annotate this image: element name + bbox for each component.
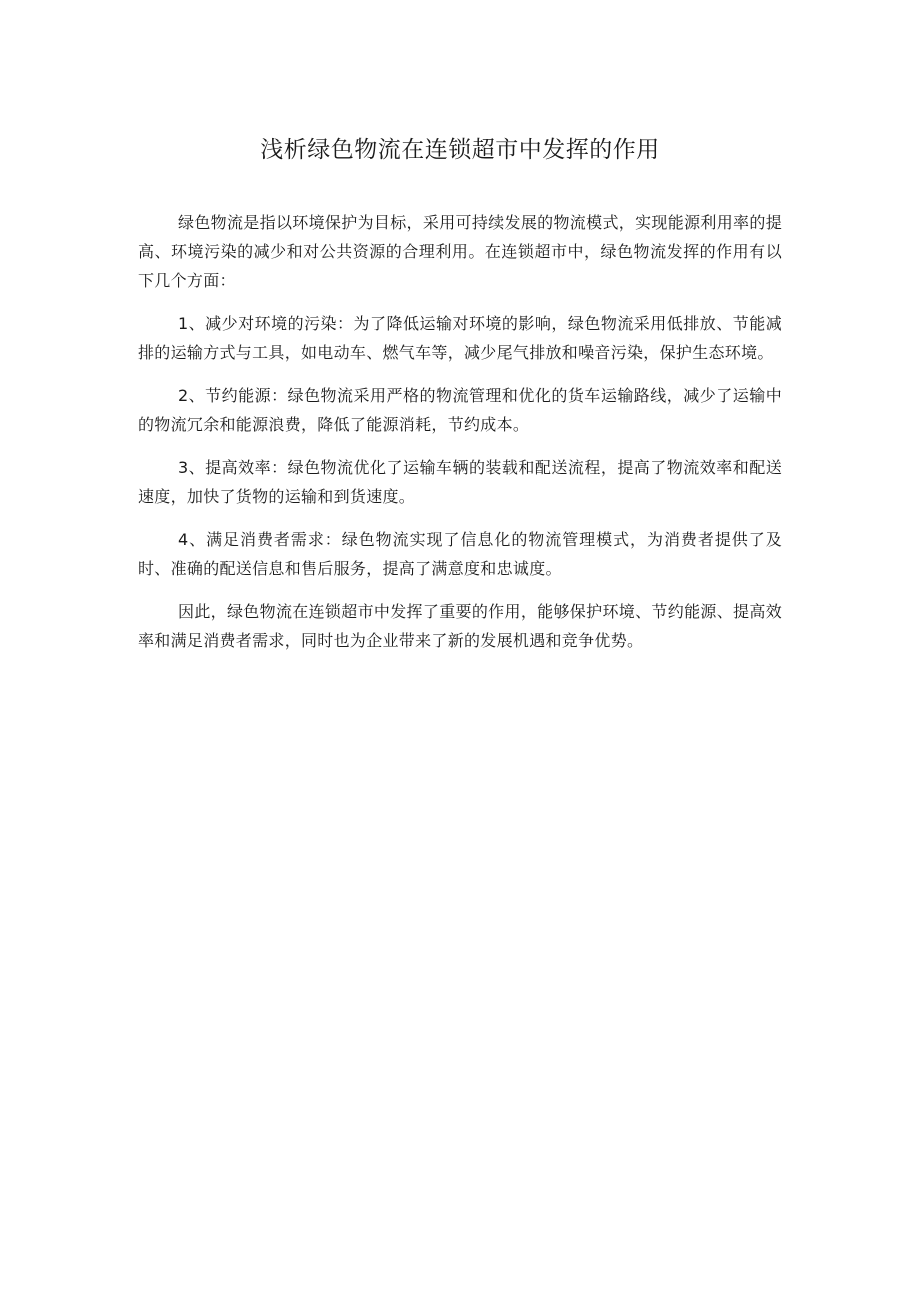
paragraph-point-4: 4、满足消费者需求：绿色物流实现了信息化的物流管理模式，为消费者提供了及时、准确的配送信息和售后服务，提高了满意度和忠诚度。 [138, 530, 782, 578]
paragraph-point-3: 3、提高效率：绿色物流优化了运输车辆的装载和配送流程，提高了物流效率和配送速度，加快了货物的运输和到货速度。 [138, 458, 782, 506]
document-body [138, 208, 782, 669]
paragraph-conclusion: 因此，绿色物流在连锁超市中发挥了重要的作用，能够保护环境、节约能源、提高效率和满足消费者需求，同时也为企业带来了新的发展机遇和竞争优势。 [138, 602, 782, 650]
paragraph-point-1: 1、减少对环境的污染：为了降低运输对环境的影响，绿色物流采用低排放、节能减排的运输方式与工具，如电动车、燃气车等，减少尾气排放和噪音污染，保护生态环境。 [138, 314, 782, 362]
page-title: 浅析绿色物流在连锁超市中发挥的作用 [260, 137, 660, 163]
paragraph-point-2: 2、节约能源：绿色物流采用严格的物流管理和优化的货车运输路线，减少了运输中的物流冗余和能源浪费，降低了能源消耗，节约成本。 [138, 386, 782, 434]
paragraph-intro: 绿色物流是指以环境保护为目标，采用可持续发展的物流模式，实现能源利用率的提高、环境污染的减少和对公共资源的合理利用。在连锁超市中，绿色物流发挥的作用有以下几个方面： [138, 213, 782, 290]
